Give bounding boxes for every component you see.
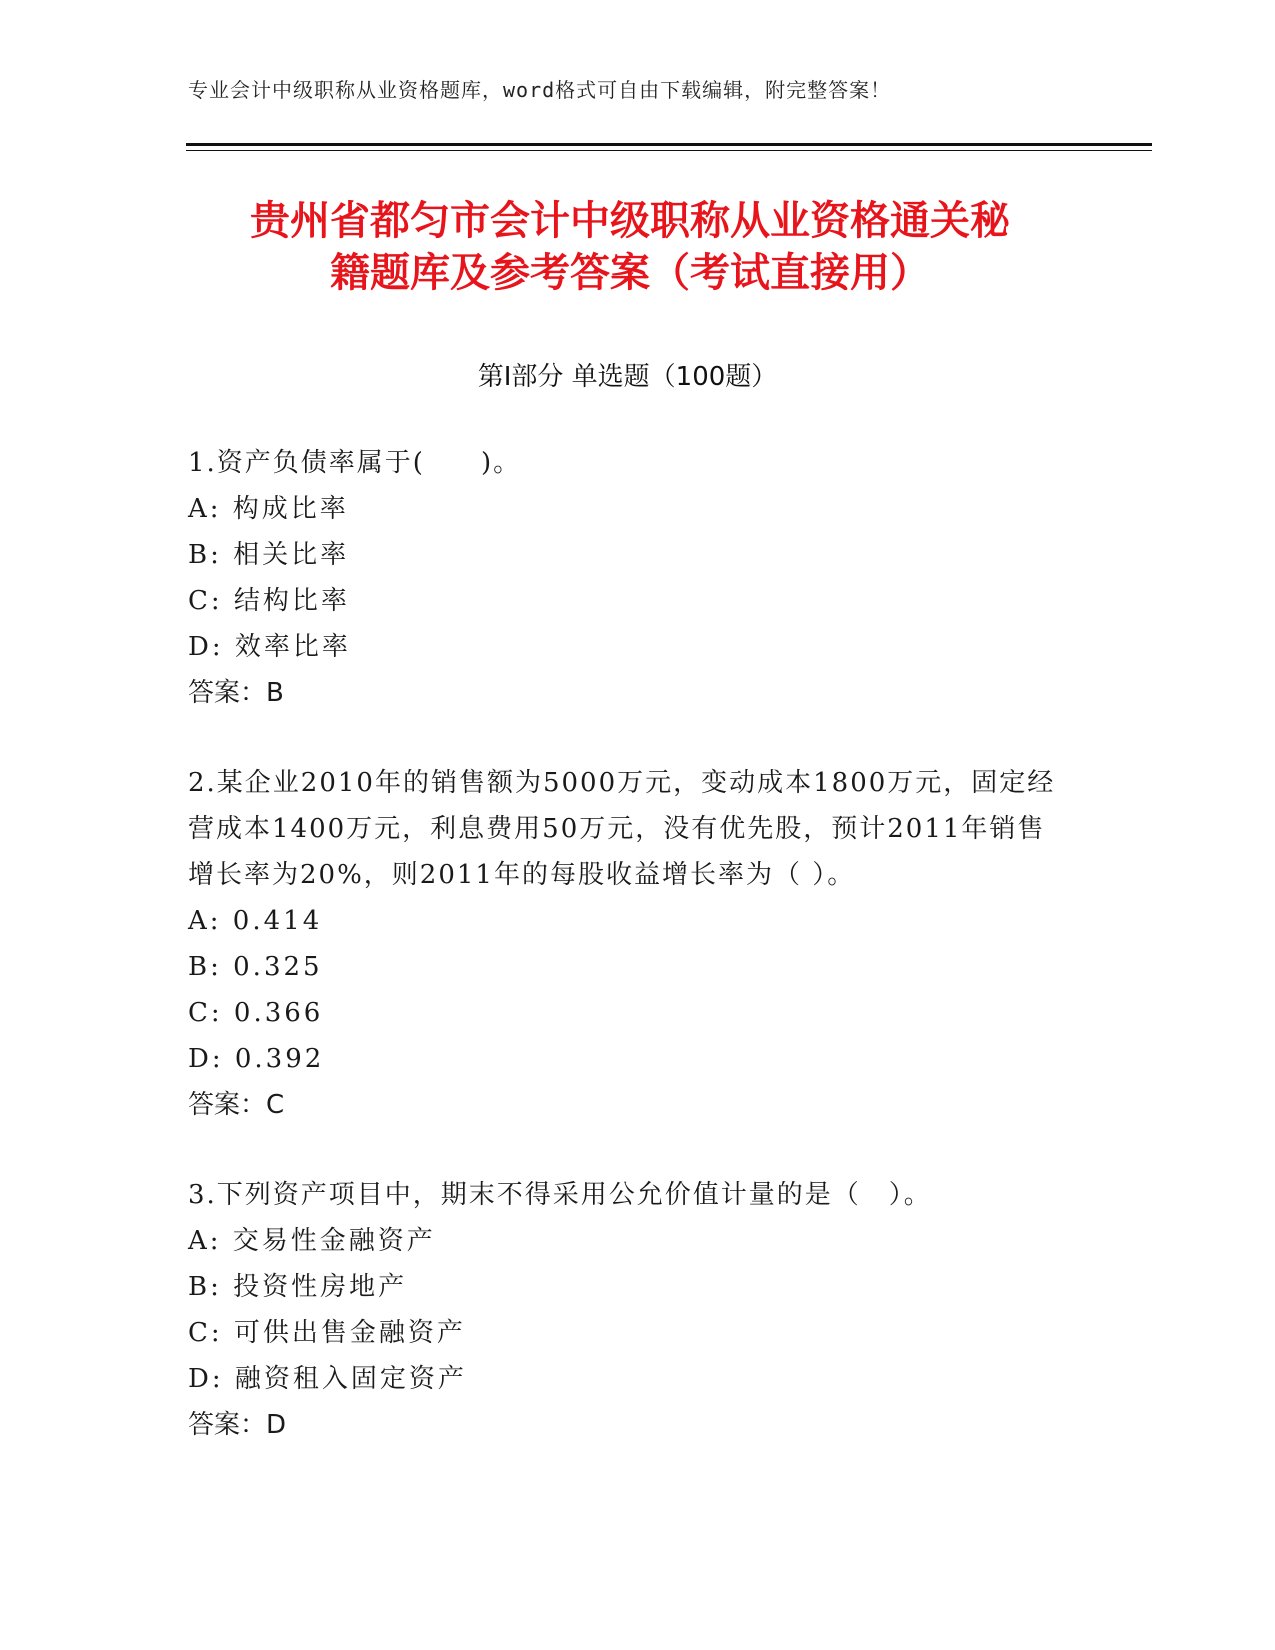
document-title-line-1: 贵州省都匀市会计中级职称从业资格通关秘 — [250, 198, 1010, 244]
option-b: B: 0.325 — [188, 952, 323, 982]
question-item — [188, 440, 1068, 716]
option-c: C: 0.366 — [188, 998, 324, 1028]
section-heading: 第Ⅰ部分 单选题（100题） — [477, 362, 778, 392]
header-divider-thick — [186, 143, 1152, 146]
answer-line: 答案：C — [188, 1090, 285, 1120]
question-stem: 2.某企业2010年的销售额为5000万元，变动成本1800万元，固定经营成本1400万元，利息费用50万元，没有优先股，预计2011年销售增长率为20%，则2011年的每股收益增长率为（ ）。 — [188, 768, 1056, 890]
option-c: C: 可供出售金融资产 — [188, 1318, 466, 1348]
option-a: A: 交易性金融资产 — [188, 1226, 436, 1256]
option-c: C: 结构比率 — [188, 586, 350, 616]
question-stem: 1.资产负债率属于( )。 — [188, 448, 522, 478]
question-stem: 3.下列资产项目中，期末不得采用公允价值计量的是（ ）。 — [188, 1180, 932, 1210]
option-b: B: 相关比率 — [188, 540, 350, 570]
option-a: A: 构成比率 — [188, 494, 349, 524]
header-divider-thin — [186, 150, 1152, 151]
header-note: 专业会计中级职称从业资格题库，word格式可自由下载编辑，附完整答案！ — [188, 78, 892, 102]
answer-line: 答案：B — [188, 678, 284, 708]
answer-line: 答案：D — [188, 1410, 287, 1440]
option-d: D: 效率比率 — [188, 632, 351, 662]
question-list — [188, 440, 1068, 1492]
question-item — [188, 760, 1068, 1128]
option-b: B: 投资性房地产 — [188, 1272, 408, 1302]
document-title — [180, 195, 1080, 299]
option-d: D: 融资租入固定资产 — [188, 1364, 467, 1394]
option-a: A: 0.414 — [188, 906, 323, 936]
document-title-line-2: 籍题库及参考答案（考试直接用） — [330, 250, 930, 296]
option-d: D: 0.392 — [188, 1044, 325, 1074]
question-item — [188, 1172, 1068, 1448]
